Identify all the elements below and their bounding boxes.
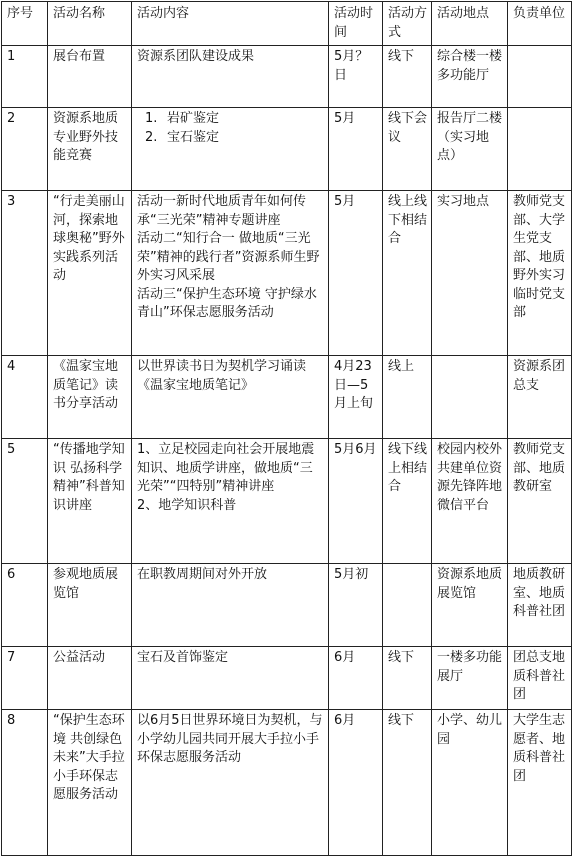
cell-place: 实习地点	[432, 191, 508, 356]
cell-time: 5月初	[329, 564, 383, 647]
content-line: 宝石及首饰鉴定	[137, 650, 229, 665]
cell-content	[132, 46, 329, 108]
cell-time: 5月6月	[329, 439, 383, 564]
header-content: 活动内容	[132, 2, 329, 46]
table-row	[2, 564, 572, 647]
content-line: 以世界读书日为契机学习诵读《温家宝地质笔记》	[137, 359, 307, 393]
cell-name: “保护生态环境 共创绿色未来”大手拉小手环保志愿服务活动	[48, 710, 132, 856]
cell-unit: 教师党支部、地质教研室	[508, 439, 572, 564]
cell-unit: 教师党支部、大学生党支部、地质野外实习临时党支部	[508, 191, 572, 356]
cell-mode	[383, 564, 432, 647]
cell-content	[132, 564, 329, 647]
header-time: 活动时间	[329, 2, 383, 46]
cell-no: 7	[2, 647, 48, 710]
cell-unit: 地质教研室、地质科普社团	[508, 564, 572, 647]
cell-name: 展台布置	[48, 46, 132, 108]
cell-mode: 线下	[383, 710, 432, 856]
cell-mode: 线上	[383, 356, 432, 439]
cell-time: 5月	[329, 108, 383, 191]
cell-mode: 线下线上相结合	[383, 439, 432, 564]
table-row	[2, 356, 572, 439]
header-place: 活动地点	[432, 2, 508, 46]
header-mode: 活动方式	[383, 2, 432, 46]
cell-time: 6月	[329, 710, 383, 856]
cell-mode: 线上线下相结合	[383, 191, 432, 356]
cell-place: 报告厅二楼（实习地点）	[432, 108, 508, 191]
cell-content	[132, 191, 329, 356]
list-item	[137, 129, 324, 148]
cell-no: 6	[2, 564, 48, 647]
cell-content	[132, 647, 329, 710]
header-name: 活动名称	[48, 2, 132, 46]
content-line: 1、立足校园走向社会开展地震知识、地质学讲座，做地质“三光荣”“四特别”精神讲座	[137, 442, 315, 494]
table-row	[2, 108, 572, 191]
cell-time: 4月23日—5月上旬	[329, 356, 383, 439]
cell-mode: 线下	[383, 647, 432, 710]
list-text: 宝石鉴定	[167, 129, 220, 145]
cell-no: 3	[2, 191, 48, 356]
content-line: 活动三“保护生态环境 守护绿水青山”环保志愿服务活动	[137, 286, 317, 320]
cell-name: 《温家宝地质笔记》读书分享活动	[48, 356, 132, 439]
cell-mode: 线下会议	[383, 108, 432, 191]
cell-place: 小学、幼儿园	[432, 710, 508, 856]
content-line: 以6月5日世界环境日为契机，与小学幼儿园共同开展大手拉小手环保志愿服务活动	[137, 713, 323, 765]
cell-no: 2	[2, 108, 48, 191]
cell-place: 综合楼一楼多功能厅	[432, 46, 508, 108]
cell-content	[132, 710, 329, 856]
cell-place: 校园内校外共建单位资源先锋阵地微信平台	[432, 439, 508, 564]
list-number: 1.	[145, 111, 158, 126]
cell-time: 5月？日	[329, 46, 383, 108]
cell-content	[132, 108, 329, 191]
cell-time: 6月	[329, 647, 383, 710]
cell-place: 资源系地质展览馆	[432, 564, 508, 647]
table-row	[2, 710, 572, 856]
table-row	[2, 439, 572, 564]
cell-unit	[508, 46, 572, 108]
cell-unit	[508, 108, 572, 191]
cell-unit: 资源系团总支	[508, 356, 572, 439]
cell-name: “行走美丽山河，探索地球奥秘”野外实践系列活动	[48, 191, 132, 356]
cell-mode: 线下	[383, 46, 432, 108]
content-list	[137, 110, 324, 147]
list-number: 2.	[145, 129, 158, 145]
cell-name: 公益活动	[48, 647, 132, 710]
table-row	[2, 46, 572, 108]
cell-no: 5	[2, 439, 48, 564]
cell-content	[132, 356, 329, 439]
header-unit: 负责单位	[508, 2, 572, 46]
cell-name: 参观地质展览馆	[48, 564, 132, 647]
content-line: 活动一新时代地质青年如何传承“三光荣”精神专题讲座	[137, 194, 307, 228]
cell-unit: 团总支地质科普社团	[508, 647, 572, 710]
cell-content	[132, 439, 329, 564]
cell-name: 资源系地质专业野外技能竞赛	[48, 108, 132, 191]
list-item	[137, 110, 324, 129]
table-row	[2, 647, 572, 710]
content-line: 资源系团队建设成果	[137, 49, 255, 64]
header-row	[2, 2, 572, 46]
cell-no: 8	[2, 710, 48, 856]
table-row	[2, 191, 572, 356]
cell-no: 1	[2, 46, 48, 108]
cell-place	[432, 356, 508, 439]
header-no: 序号	[2, 2, 48, 46]
cell-no: 4	[2, 356, 48, 439]
content-line: 在职教周期间对外开放	[137, 567, 268, 582]
activity-table	[1, 1, 572, 856]
content-line: 活动二“知行合一 做地质“三光荣”精神的践行者”资源系师生野外实习风采展	[137, 231, 320, 283]
cell-name: “传播地学知识 弘扬科学精神”科普知识讲座	[48, 439, 132, 564]
cell-unit: 大学生志愿者、地质科普社团	[508, 710, 572, 856]
list-text: 岩矿鉴定	[167, 111, 220, 126]
cell-time: 5月	[329, 191, 383, 356]
cell-place: 一楼多功能展厅	[432, 647, 508, 710]
content-line: 2、地学知识科普	[137, 497, 237, 513]
